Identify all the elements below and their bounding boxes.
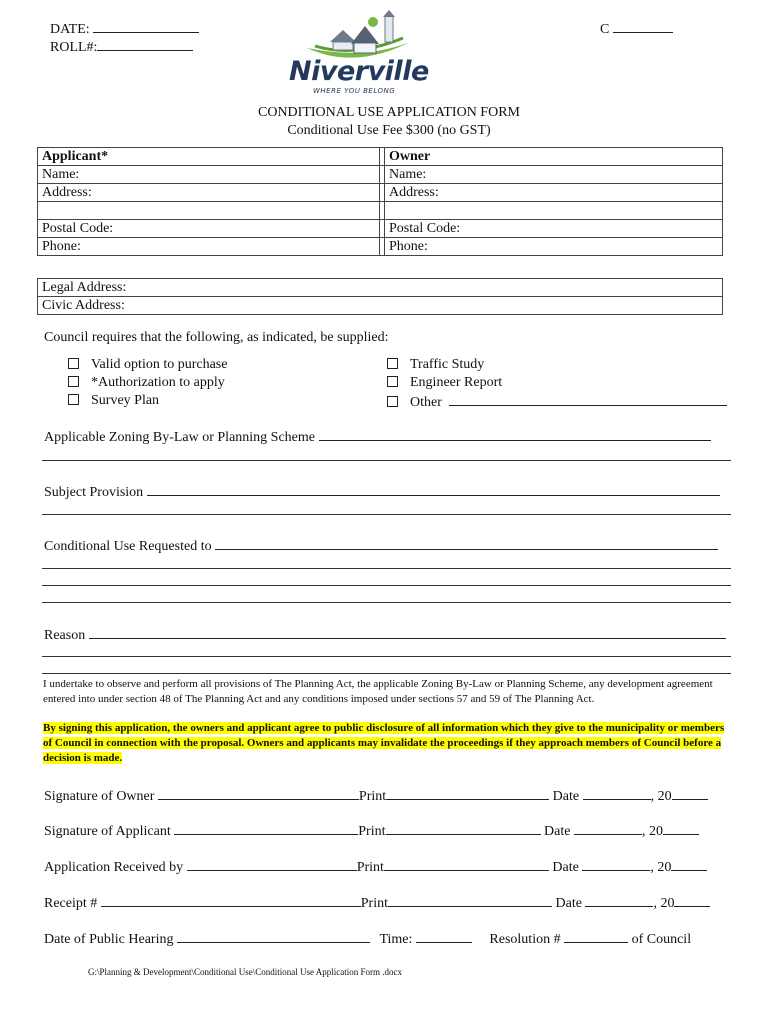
checkbox-icon[interactable] (387, 376, 398, 387)
checkbox-traffic-study[interactable]: Traffic Study (387, 356, 727, 374)
conditional-line[interactable] (215, 536, 718, 550)
c-label: C (600, 22, 610, 37)
footer-path: G:\Planning & Development\Conditional Use\Conditional Use Application Form .docx (88, 967, 402, 977)
applicant-year-line[interactable] (663, 821, 699, 835)
owner-signature-row[interactable]: Signature of Owner Print Date , 20 (44, 786, 708, 806)
reason-line-3[interactable] (42, 673, 731, 674)
reason-field[interactable]: Reason (44, 625, 726, 645)
checkbox-icon[interactable] (68, 358, 79, 369)
niverville-logo (285, 8, 435, 98)
form-title: CONDITIONAL USE APPLICATION FORM (258, 105, 520, 120)
received-year-line[interactable] (671, 857, 707, 871)
owner-phone-field[interactable]: Phone: (385, 238, 723, 256)
applicant-signature-line[interactable] (174, 821, 358, 835)
requirements-left (68, 356, 227, 410)
applicant-postal-field[interactable]: Postal Code: (38, 220, 380, 238)
c-field[interactable] (600, 19, 673, 39)
public-hearing-row[interactable]: Date of Public Hearing Time: Resolution # of Council (44, 929, 691, 949)
disclosure-highlight: By signing this application, the owners and applicant agree to public disclosure of all information which they give to the municipality or members of Council in connection with the proposal. Owners and applicants may invalidate the proceedings if they approach members of Council before a decision is made. (43, 722, 725, 764)
checkbox-engineer-report[interactable]: Engineer Report (387, 374, 727, 392)
owner-date-line[interactable] (583, 786, 651, 800)
applicant-address-line2[interactable] (38, 202, 380, 220)
property-table (37, 278, 723, 315)
applicant-name-field[interactable]: Name: (38, 166, 380, 184)
c-line[interactable] (613, 19, 673, 33)
reason-line-2[interactable] (42, 656, 731, 657)
zoning-line[interactable] (319, 427, 711, 441)
civic-address-field[interactable]: Civic Address: (38, 297, 723, 315)
checkbox-survey-plan[interactable]: Survey Plan (68, 392, 227, 410)
receipt-line[interactable] (101, 893, 361, 907)
applicant-owner-table (37, 147, 723, 256)
date-label: DATE: (50, 22, 90, 37)
receipt-print-line[interactable] (388, 893, 552, 907)
checkbox-icon[interactable] (387, 396, 398, 407)
receipt-year-line[interactable] (674, 893, 710, 907)
hearing-date-line[interactable] (177, 929, 370, 943)
roll-label: ROLL#: (50, 40, 98, 55)
zoning-field[interactable]: Applicable Zoning By-Law or Planning Scheme (44, 427, 711, 447)
applicant-phone-field[interactable]: Phone: (38, 238, 380, 256)
undertaking-text: I undertake to observe and perform all provisions of The Planning Act, the applicable Zoning By-Law or Planning Scheme, any development agreement entered into under section 48 of The Planning Act and any conditions imposed under sections 57 and 59 of The Planning Act. (43, 678, 713, 705)
applicant-heading: Applicant* (38, 148, 380, 166)
received-by-line[interactable] (187, 857, 357, 871)
checkbox-authorization[interactable]: *Authorization to apply (68, 374, 227, 392)
roll-line[interactable] (97, 37, 193, 51)
owner-year-line[interactable] (672, 786, 708, 800)
legal-address-field[interactable]: Legal Address: (38, 279, 723, 297)
owner-postal-field[interactable]: Postal Code: (385, 220, 723, 238)
requirements-right (387, 356, 727, 412)
owner-address-line2[interactable] (385, 202, 723, 220)
logo-name: Niverville (289, 56, 429, 87)
subject-line-2[interactable] (42, 514, 731, 515)
owner-name-field[interactable]: Name: (385, 166, 723, 184)
checkbox-icon[interactable] (68, 394, 79, 405)
requirements-intro: Council requires that the following, as indicated, be supplied: (44, 330, 389, 345)
owner-signature-line[interactable] (158, 786, 359, 800)
applicant-date-line[interactable] (574, 821, 642, 835)
received-by-row[interactable]: Application Received by Print Date , 20 (44, 857, 707, 877)
checkbox-other[interactable]: Other (387, 392, 727, 412)
zoning-line-2[interactable] (42, 460, 731, 461)
owner-address-field[interactable]: Address: (385, 184, 723, 202)
receipt-date-line[interactable] (585, 893, 653, 907)
applicant-print-line[interactable] (386, 821, 541, 835)
applicant-address-field[interactable]: Address: (38, 184, 380, 202)
conditional-use-field[interactable]: Conditional Use Requested to (44, 536, 718, 556)
checkbox-valid-option[interactable]: Valid option to purchase (68, 356, 227, 374)
date-line[interactable] (93, 19, 199, 33)
checkbox-icon[interactable] (387, 358, 398, 369)
subject-field[interactable]: Subject Provision (44, 482, 720, 502)
checkbox-icon[interactable] (68, 376, 79, 387)
owner-print-line[interactable] (386, 786, 549, 800)
hearing-time-line[interactable] (416, 929, 472, 943)
owner-heading: Owner (385, 148, 723, 166)
conditional-line-3[interactable] (42, 585, 731, 586)
applicant-signature-row[interactable]: Signature of Applicant Print Date , 20 (44, 821, 699, 841)
received-date-line[interactable] (582, 857, 650, 871)
conditional-line-4[interactable] (42, 602, 731, 603)
roll-field[interactable] (50, 37, 193, 57)
other-line[interactable] (449, 392, 727, 406)
conditional-line-2[interactable] (42, 568, 731, 569)
received-print-line[interactable] (384, 857, 549, 871)
resolution-line[interactable] (564, 929, 628, 943)
date-field[interactable] (50, 19, 199, 39)
receipt-row[interactable]: Receipt # Print Date , 20 (44, 893, 710, 913)
disclosure-text (43, 721, 733, 766)
reason-line[interactable] (89, 625, 726, 639)
subject-line[interactable] (147, 482, 720, 496)
form-fee: Conditional Use Fee $300 (no GST) (287, 123, 491, 138)
logo-tagline: WHERE YOU BELONG (313, 87, 396, 95)
